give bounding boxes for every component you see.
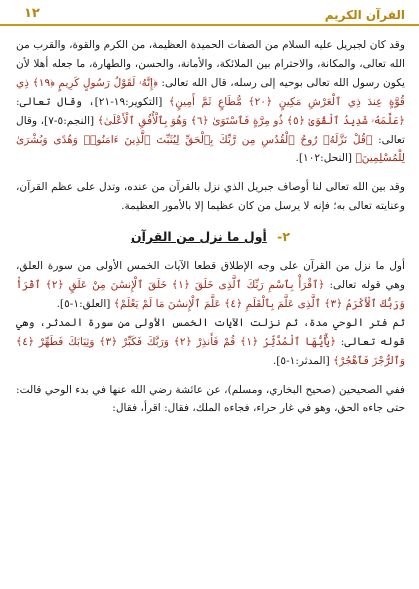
paragraph-sahihayn: ففي الصحيحين (صحيح البخاري، ومسلم)، عن عائشة رضي الله عنها في بدء الوحي قالت: حتى جاءه الحق، وهو في غار حراء، فجاءه الملك، فقال: اقرأ، فقال: <box>16 383 405 415</box>
verse-reference: [النجم:٥-٧] <box>44 114 95 127</box>
section-title: أول ما نزل من القرآن <box>131 229 267 245</box>
section-heading <box>16 228 405 247</box>
paragraph-jibril-qualities <box>16 36 405 168</box>
page-number: ١٢ <box>24 6 40 21</box>
section-number: ٢- <box>277 229 290 245</box>
paragraph-text: وقد كان لجبريل عليه السلام من الصفات الحميدة العظيمة، من الكرم والقوة، والقرب من الله تعالى، والمكانة، والاحترام بين الملائكة، والأمانة، والحسن، والطهارة، ما جعله أهلا لأن يكون رسول الله تعالى بوحيه إلى رسله، قال الله تعالى: <box>16 39 405 89</box>
paragraph-muddaththir <box>16 314 405 371</box>
paragraph-text: ، وقال تعالى: <box>16 114 405 146</box>
spacer <box>16 168 405 178</box>
paragraph-text: ثم فتر الوحي مدة، ثم نزلت الآيات الخمس الأولى من سورة المدثر، وهي قوله تعالى: <box>16 316 405 348</box>
verse-reference: [المدثر:١-٥]. <box>272 354 330 367</box>
paragraph-descriptions: وقد بين الله تعالى لنا أوصاف جبريل الذي نزل بالقرآن من عنده، وتدل على عظم القرآن، وعنايته تعالى به؛ فإنه لا يرسل من كان عظيما إلا بالأمور العظيمة. <box>16 181 405 213</box>
quran-quote-muddaththir: ﴿يَٰٓأَيُّهَا ٱلْمُدَّثِّرُ ﴿١﴾ قُمْ فَأَنذِرْ ﴿٢﴾ وَرَبَّكَ فَكَبِّرْ ﴿٣﴾ وَثِيَابَكَ فَطَهِّرْ ﴿٤﴾ وَٱلرُّجْزَ فَٱهْجُرْ﴾ <box>16 335 405 367</box>
verse-reference: [التكوير:١٩-٢١] <box>94 95 163 108</box>
paragraph-first-revelation <box>16 257 405 314</box>
quran-quote-nahl: ﴿قُلْ نَزَّلَهُۥ رُوحُ ٱلْقُدُسِ مِن رَّبِّكَ بِٱلْحَقِّ لِيُثَبِّتَ ٱلَّذِينَ ءَامَنُوا۟ وَهُدًى وَبُشْرَىٰ لِلْمُسْلِمِينَ﴾ <box>16 133 405 165</box>
verse-reference: [النحل:١٠٢]. <box>295 152 353 165</box>
header-rule <box>0 24 419 26</box>
page-body <box>16 36 405 418</box>
quran-quote-najm: ﴿عَلَّمَهُۥ شَدِيدُ ٱلْقُوَىٰ ﴿٥﴾ ذُو مِرَّةٍ فَٱسْتَوَىٰ ﴿٦﴾ وَهُوَ بِٱلْأُفُقِ ٱلْأَعْلَىٰ﴾ <box>97 114 405 127</box>
paragraph-text: ، وقال تعالى: <box>16 95 95 108</box>
running-title: القرآن الكريم <box>324 8 405 22</box>
spacer <box>16 371 405 381</box>
quran-quote-takwir: ﴿إِنَّهُۥ لَقَوْلُ رَسُولٍ كَرِيمٍ ﴿١٩﴾ ذِي قُوَّةٍ عِندَ ذِي ٱلْعَرْشِ مَكِينٍ ﴿٢٠﴾ مُّطَاعٍ ثَمَّ أَمِينٍ﴾ <box>16 76 405 108</box>
paragraph-text: أول ما نزل من القرآن على وجه الإطلاق قطعا الآيات الخمس الأولى من سورة العلق، وهي قوله تعالى: <box>16 260 405 291</box>
verse-reference: [العلق:١-٥]. <box>56 297 111 310</box>
quran-quote-alaq: ﴿ٱقْرَأْ بِٱسْمِ رَبِّكَ ٱلَّذِى خَلَقَ ﴿١﴾ خَلَقَ ٱلْإِنسَٰنَ مِنْ عَلَقٍ ﴿٢﴾ ٱقْرَأْ وَرَبُّكَ ٱلْأَكْرَمُ ﴿٣﴾ ٱلَّذِى عَلَّمَ بِٱلْقَلَمِ ﴿٤﴾ عَلَّمَ ٱلْإِنسَٰنَ مَا لَمْ يَعْلَمْ﴾ <box>16 278 405 310</box>
